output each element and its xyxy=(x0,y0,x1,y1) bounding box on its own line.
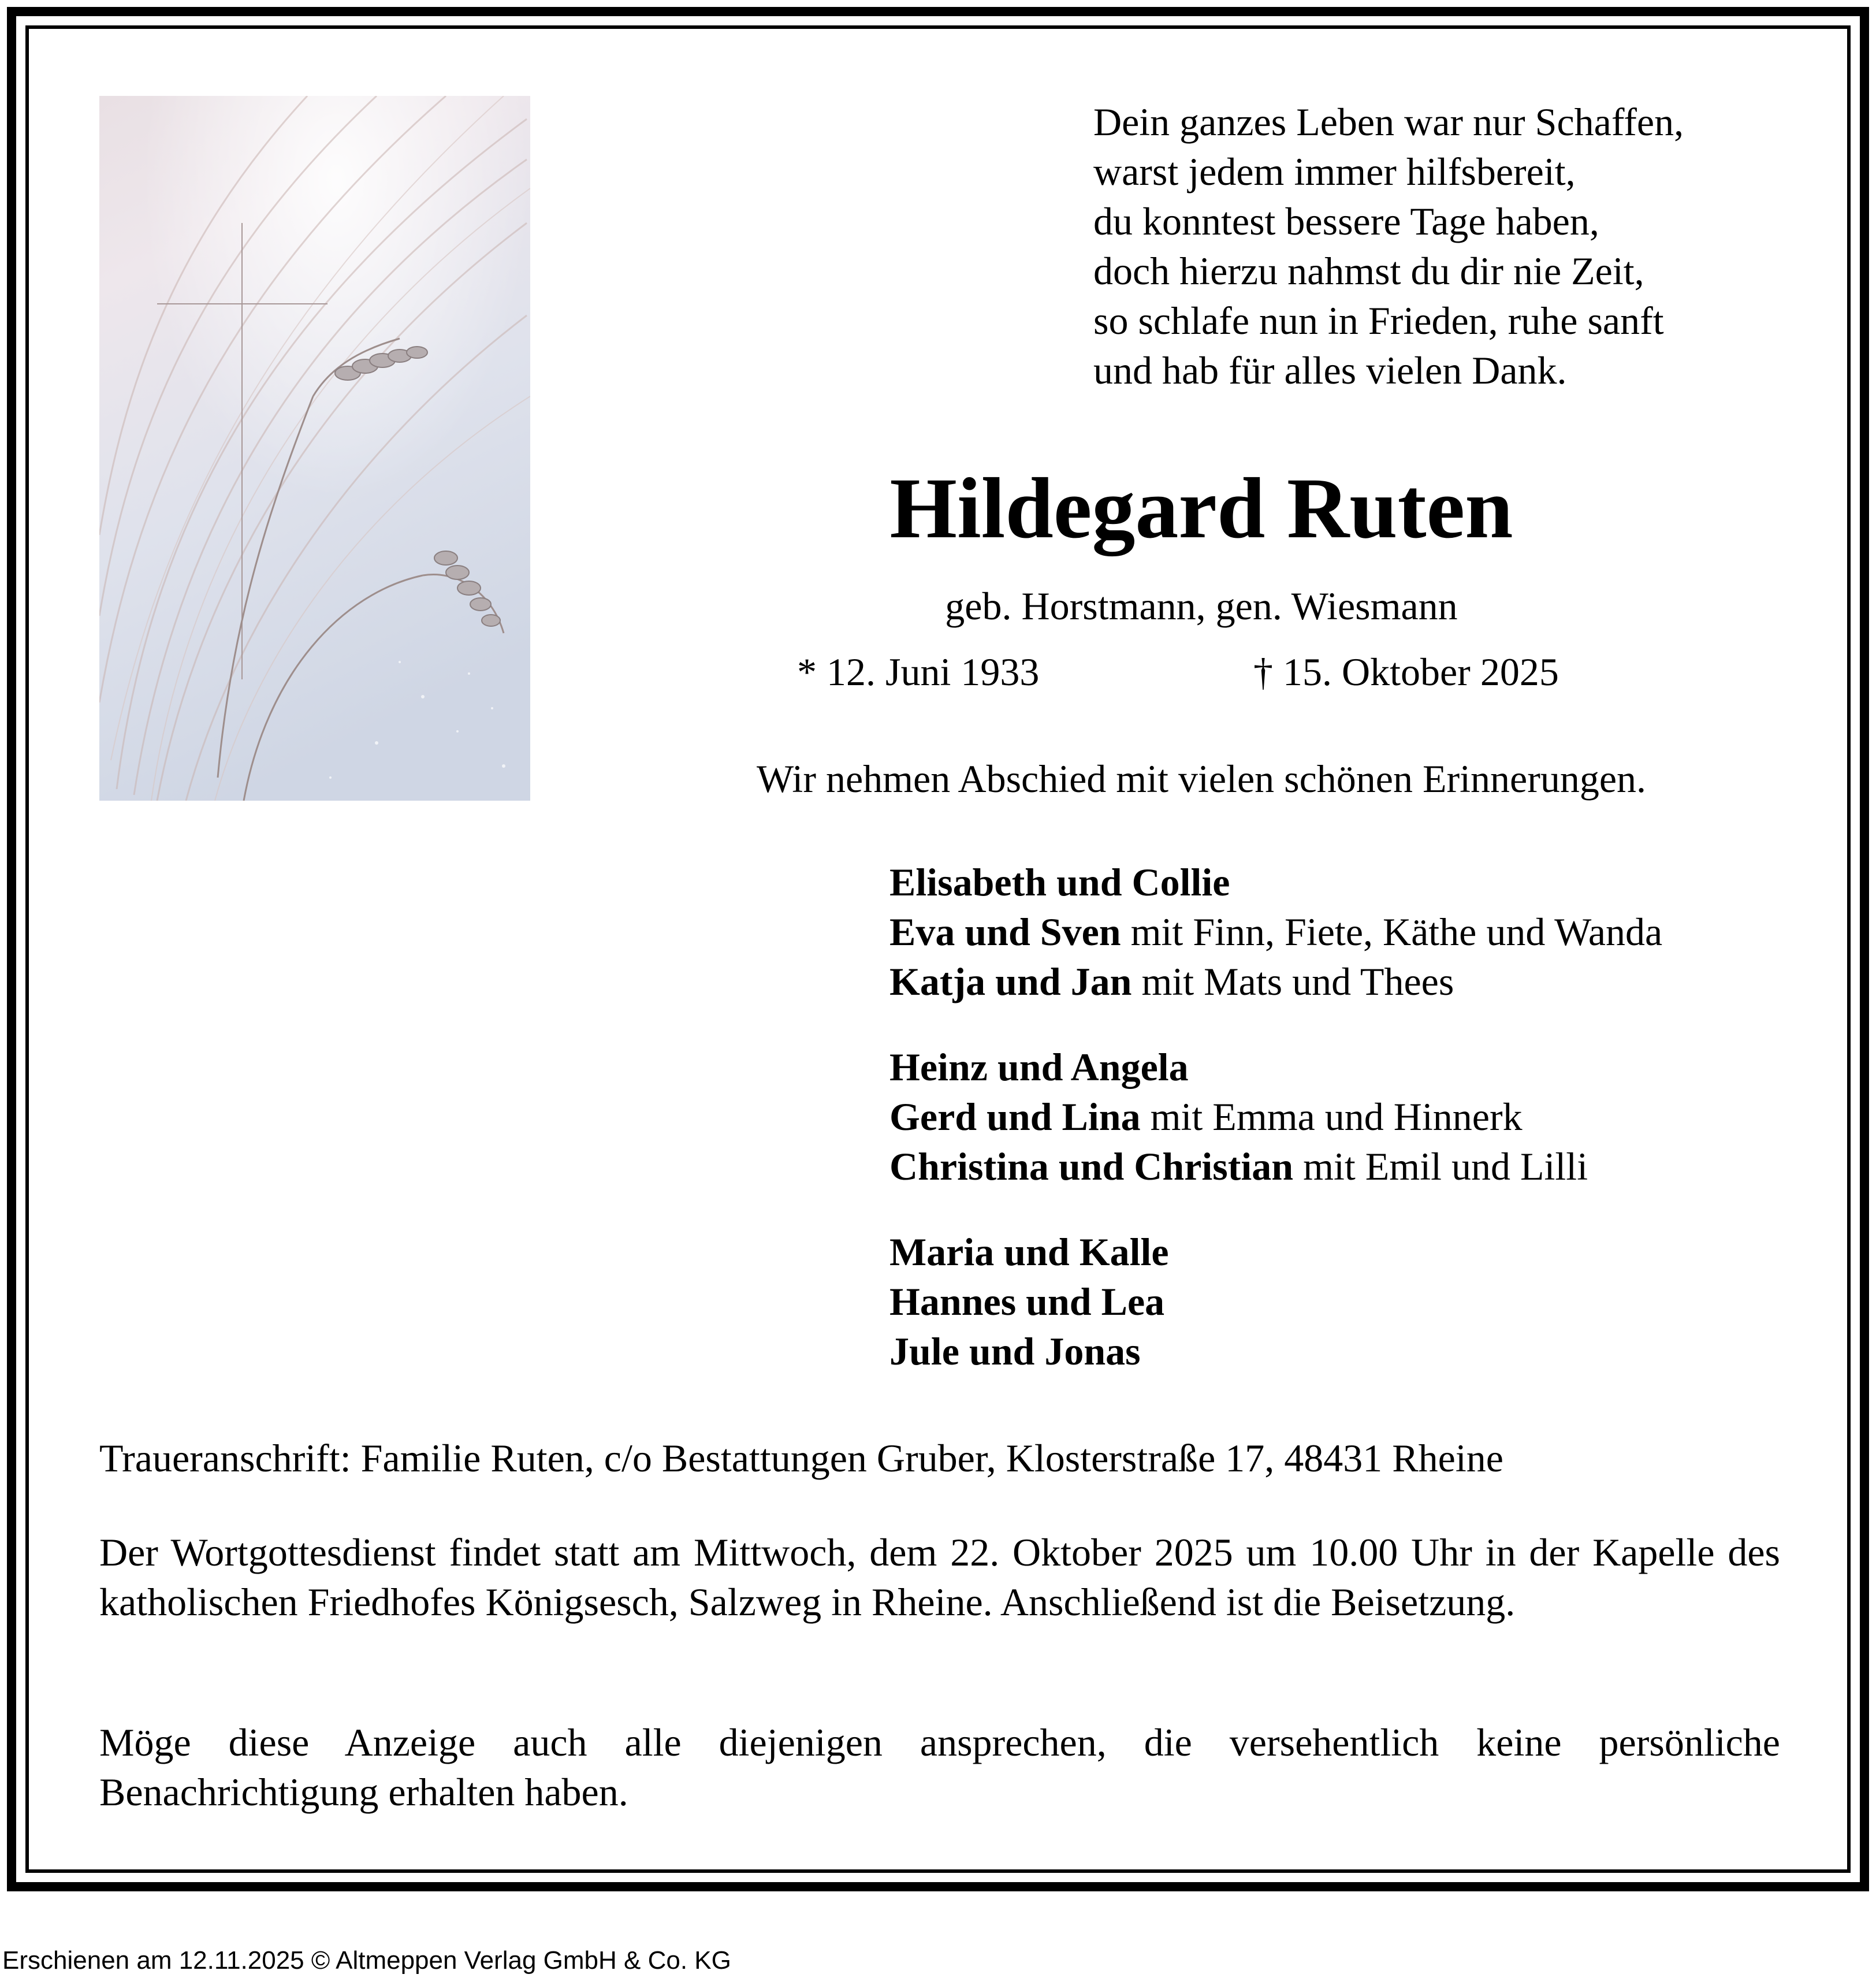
mourner-children: mit Emil und Lilli xyxy=(1293,1144,1588,1188)
poem-line: Dein ganzes Leben war nur Schaffen, xyxy=(1093,100,1684,144)
death-date: † 15. Oktober 2025 xyxy=(1253,650,1559,694)
mourner-children: mit Emma und Hinnerk xyxy=(1140,1095,1523,1139)
mourner-children: mit Mats und Thees xyxy=(1131,960,1454,1003)
mourner-names: Eva und Sven xyxy=(889,910,1121,954)
mourner-line xyxy=(889,907,1825,957)
mourner-line xyxy=(889,1227,1825,1277)
maiden-name: geb. Horstmann, gen. Wiesmann xyxy=(945,584,1458,628)
mourning-address: Traueranschrift: Familie Ruten, c/o Bestattungen Gruber, Klosterstraße 17, 48431 Rheine xyxy=(99,1436,1503,1480)
mourner-line xyxy=(889,1042,1825,1092)
birth-date: * 12. Juni 1933 xyxy=(797,650,1040,694)
mourner-line xyxy=(889,1326,1825,1376)
poem-line: und hab für alles vielen Dank. xyxy=(1093,348,1567,392)
mourner-names: Maria und Kalle xyxy=(889,1230,1169,1274)
mourner-line xyxy=(889,1092,1825,1142)
mourner-line xyxy=(889,857,1825,907)
mourner-group xyxy=(889,857,1825,1006)
mourners-list xyxy=(889,857,1825,1412)
mourner-names: Elisabeth und Collie xyxy=(889,860,1230,904)
mourner-line xyxy=(889,1142,1825,1191)
poem xyxy=(1093,97,1844,395)
poem-line: doch hierzu nahmst du dir nie Zeit, xyxy=(1093,249,1644,293)
mourner-line xyxy=(889,1277,1825,1326)
mourner-names: Gerd und Lina xyxy=(889,1095,1141,1139)
poem-line: du konntest bessere Tage haben, xyxy=(1093,199,1599,243)
mourner-names: Katja und Jan xyxy=(889,960,1132,1003)
poem-line: warst jedem immer hilfsbereit, xyxy=(1093,150,1576,194)
mourner-names: Christina und Christian xyxy=(889,1144,1294,1188)
farewell-line: Wir nehmen Abschied mit vielen schönen Erinnerungen. xyxy=(756,757,1647,801)
publication-footer: Erschienen am 12.11.2025 © Altmeppen Verlag GmbH & Co. KG xyxy=(2,1946,731,1975)
mourner-group xyxy=(889,1227,1825,1376)
mourner-group xyxy=(889,1042,1825,1191)
wheat-cross-image xyxy=(99,96,530,801)
mourner-line xyxy=(889,957,1825,1006)
mourner-children: mit Finn, Fiete, Käthe und Wanda xyxy=(1121,910,1663,954)
mourner-names: Jule und Jonas xyxy=(889,1329,1141,1373)
service-info: Der Wortgottesdienst findet statt am Mittwoch, dem 22. Oktober 2025 um 10.00 Uhr in der Kapelle des katholischen Friedhofes Königsesch, Salzweg in Rheine. Anschließend ist die Beisetzung. xyxy=(99,1530,1780,1624)
deceased-name: Hildegard Ruten xyxy=(889,460,1513,556)
notice-text: Möge diese Anzeige auch alle diejenigen ansprechen, die versehentlich keine persönliche Benachrichtigung erhalten haben. xyxy=(99,1720,1780,1814)
poem-line: so schlafe nun in Frieden, ruhe sanft xyxy=(1093,299,1664,343)
mourner-names: Heinz und Angela xyxy=(889,1045,1189,1089)
mourner-names: Hannes und Lea xyxy=(889,1280,1165,1323)
